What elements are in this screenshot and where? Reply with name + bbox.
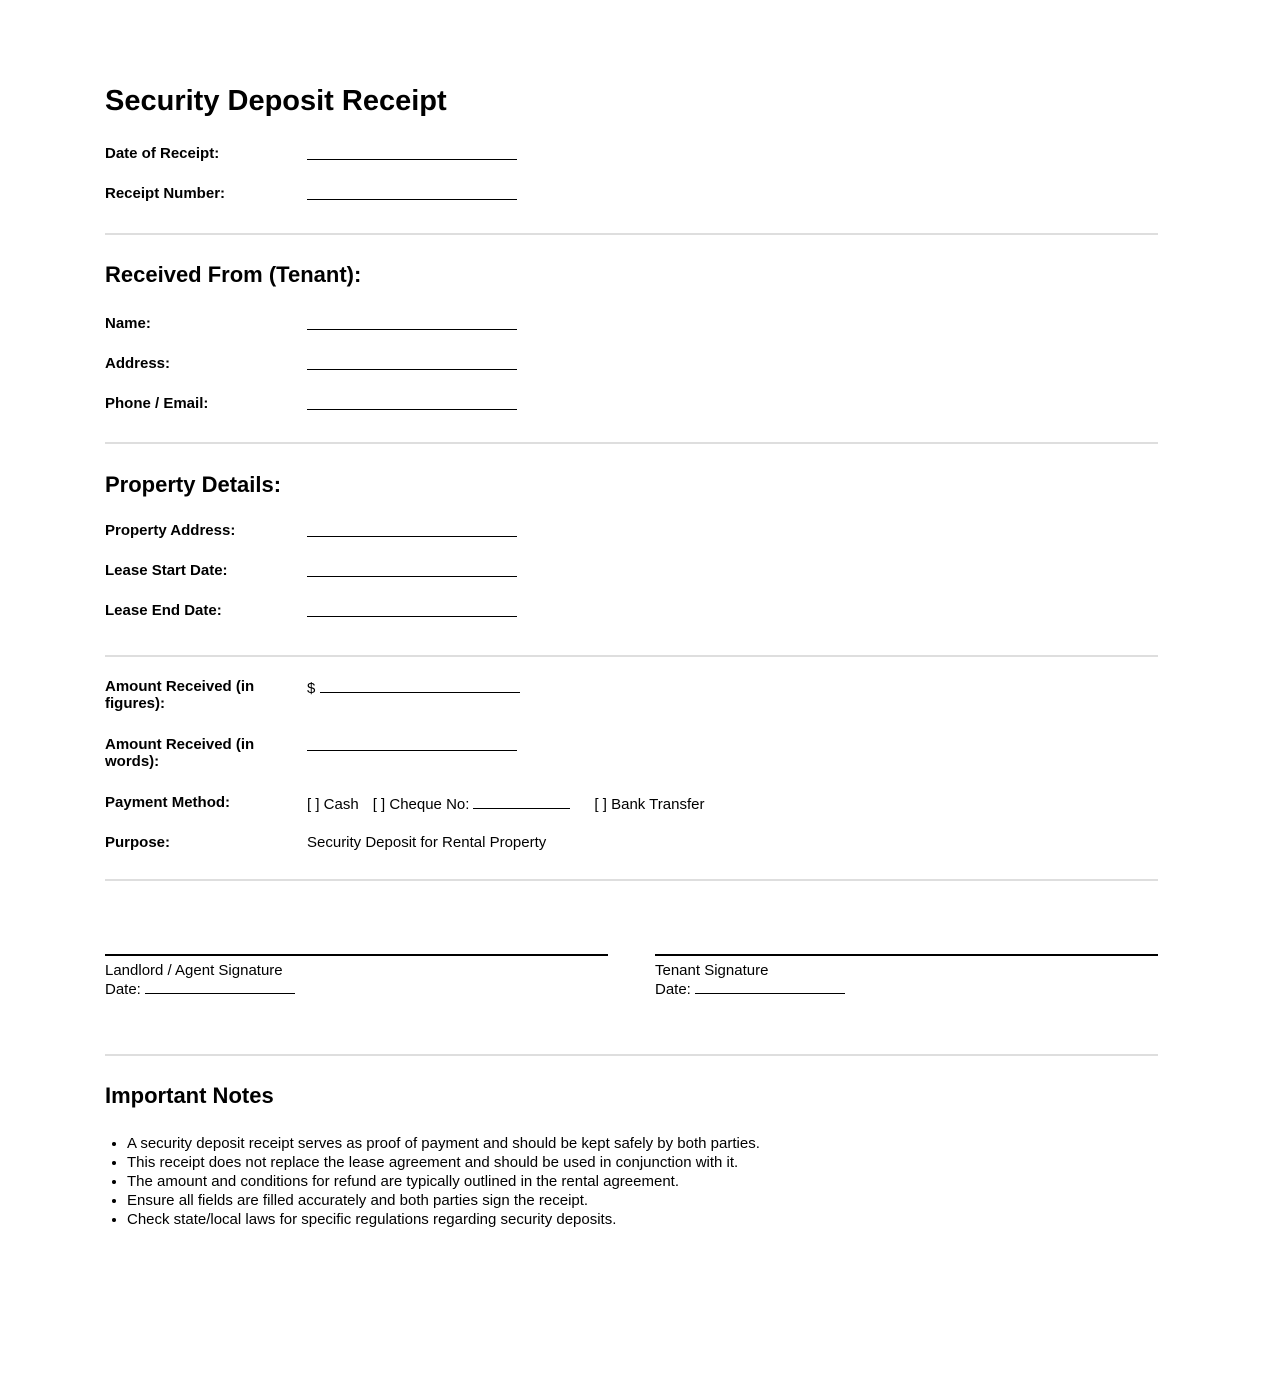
receipt-info-section: [105, 145, 1158, 225]
blank-fill-line: [473, 794, 570, 809]
cash-checkbox-option: [ ] Cash: [307, 796, 359, 813]
signatures-section: [105, 954, 1158, 999]
cheque-checkbox-option: [ ] Cheque No:: [372, 796, 470, 813]
important-notes-list: [105, 1134, 1158, 1229]
lease-start-date-field: [307, 562, 517, 581]
form-field-row: [105, 395, 1158, 435]
blank-fill-line: [695, 980, 845, 994]
tenant-phone-email-field: [307, 395, 517, 414]
section-divider: [105, 233, 1158, 235]
note-item: • Check state/local laws for specific regulations regarding security deposits.: [127, 1210, 1158, 1229]
blank-fill-line: [145, 980, 295, 994]
tenant-phone-email-label: Phone / Email:: [105, 395, 209, 412]
purpose-label: Purpose:: [105, 834, 171, 851]
form-field-row: [105, 678, 1158, 736]
property-section: [105, 522, 1158, 642]
section-divider: [105, 1054, 1158, 1056]
form-field-row: [105, 315, 1158, 355]
property-address-label: Property Address:: [105, 522, 236, 539]
purpose-value: Security Deposit for Rental Property: [307, 834, 547, 851]
form-field-row: [105, 355, 1158, 395]
property-section-heading: Property Details:: [105, 472, 282, 497]
form-field-row: [105, 562, 1158, 602]
amount-figures-label: Amount Received (in figures):: [105, 678, 255, 712]
blank-fill-line: [320, 678, 520, 693]
form-field-row: [105, 736, 1158, 794]
page-title: Security Deposit Receipt: [105, 85, 447, 117]
date-of-receipt-field: [307, 145, 517, 164]
date-of-receipt-label: Date of Receipt:: [105, 145, 220, 162]
amount-words-field: [307, 736, 517, 755]
blank-fill-line: [307, 355, 517, 370]
tenant-address-label: Address:: [105, 355, 171, 372]
note-item: • Ensure all fields are filled accurately and both parties sign the receipt.: [127, 1191, 1158, 1210]
blank-fill-line: [307, 315, 517, 330]
tenant-name-field: [307, 315, 517, 334]
blank-fill-line: [307, 185, 517, 200]
blank-fill-line: [307, 145, 517, 160]
tenant-section: [105, 315, 1158, 435]
tenant-signature-block: [655, 954, 1158, 999]
landlord-signature-label: Landlord / Agent Signature: [105, 962, 283, 979]
landlord-date-row: [105, 980, 608, 999]
property-address-field: [307, 522, 517, 541]
payment-section: [105, 678, 1158, 874]
lease-start-date-label: Lease Start Date:: [105, 562, 228, 579]
amount-figures-field: [307, 678, 520, 697]
blank-fill-line: [307, 522, 517, 537]
currency-symbol: $: [307, 680, 316, 697]
date-label: Date:: [655, 981, 691, 998]
tenant-address-field: [307, 355, 517, 374]
tenant-name-label: Name:: [105, 315, 151, 332]
form-field-row: [105, 834, 1158, 874]
lease-end-date-label: Lease End Date:: [105, 602, 222, 619]
note-item: • The amount and conditions for refund are typically outlined in the rental agreement.: [127, 1172, 1158, 1191]
form-field-row: [105, 185, 1158, 225]
blank-fill-line: [307, 395, 517, 410]
lease-end-date-field: [307, 602, 517, 621]
landlord-signature-block: [105, 954, 608, 999]
form-field-row: [105, 145, 1158, 185]
receipt-number-field: [307, 185, 517, 204]
notes-section-heading: Important Notes: [105, 1083, 274, 1108]
form-field-row: [105, 794, 1158, 834]
blank-fill-line: [307, 562, 517, 577]
date-label: Date:: [105, 981, 141, 998]
form-field-row: [105, 522, 1158, 562]
tenant-signature-label: Tenant Signature: [655, 962, 769, 979]
blank-fill-line: [307, 736, 517, 751]
section-divider: [105, 655, 1158, 657]
security-deposit-receipt-document: [0, 85, 1263, 1229]
note-item: • This receipt does not replace the lease agreement and should be used in conjunction with it.: [127, 1153, 1158, 1172]
amount-words-label: Amount Received (in words):: [105, 736, 255, 770]
signature-line: [655, 954, 1158, 956]
tenant-section-heading: Received From (Tenant):: [105, 262, 362, 287]
section-divider: [105, 879, 1158, 881]
blank-fill-line: [307, 602, 517, 617]
signature-line: [105, 954, 608, 956]
payment-method-label: Payment Method:: [105, 794, 231, 811]
note-item: • A security deposit receipt serves as proof of payment and should be kept safely by both parties.: [127, 1134, 1158, 1153]
section-divider: [105, 442, 1158, 444]
bank-transfer-checkbox-option: [ ] Bank Transfer: [594, 796, 705, 813]
payment-method-options: [307, 794, 704, 813]
receipt-number-label: Receipt Number:: [105, 185, 226, 202]
form-field-row: [105, 602, 1158, 642]
tenant-date-row: [655, 980, 1158, 999]
